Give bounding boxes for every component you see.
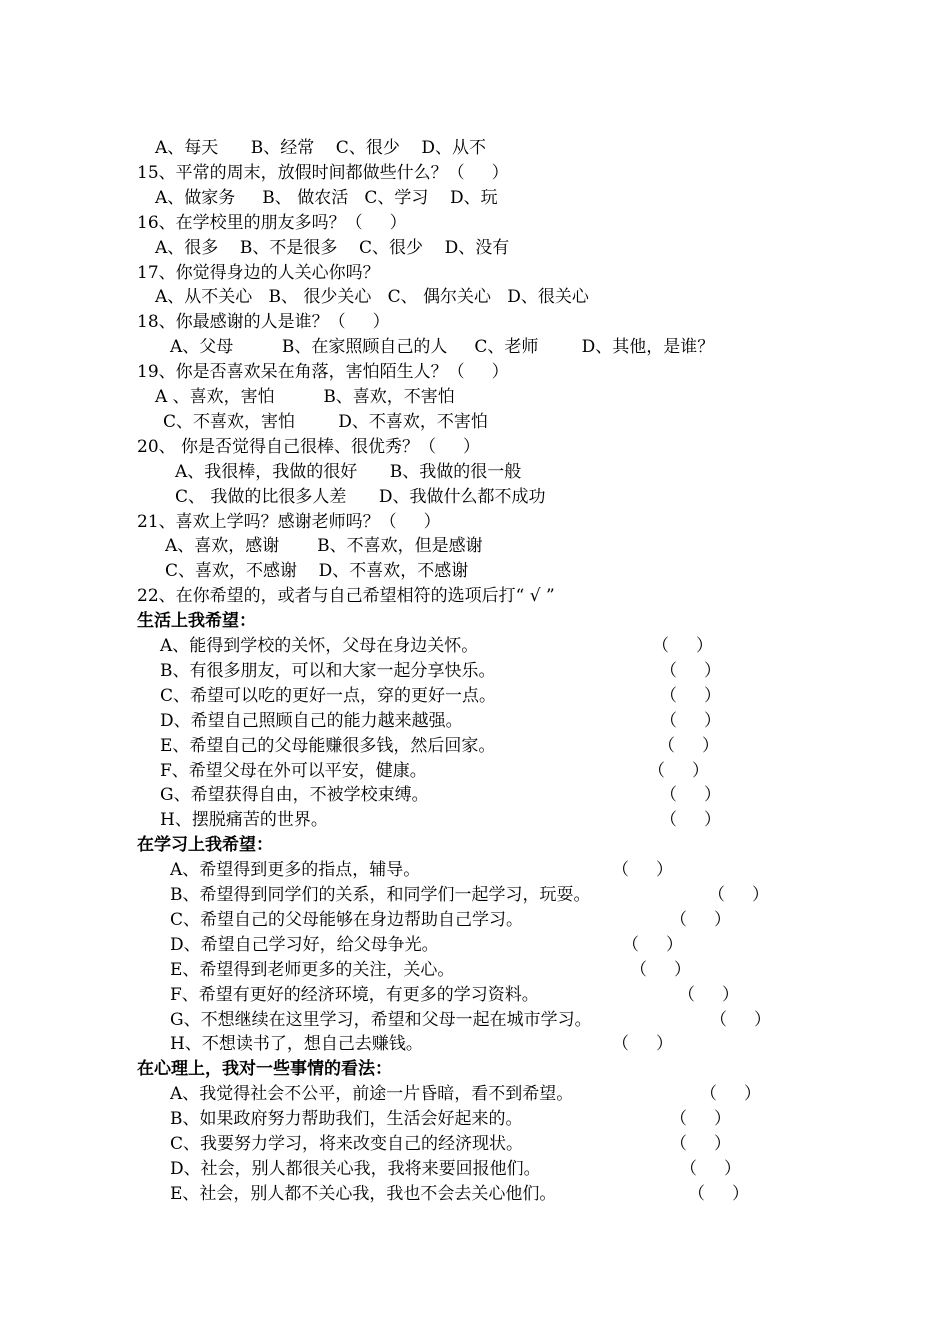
question-text: C、 我做的比很多人差 D、我做什么都不成功: [175, 486, 546, 507]
question-text: C、不喜欢，害怕 D、不喜欢，不害怕: [163, 411, 488, 432]
wish-item-text: E、希望得到老师更多的关注，关心。: [170, 959, 455, 980]
wish-item-text: E、社会，别人都不关心我，我也不会去关心他们。: [170, 1183, 557, 1204]
question-text: A、每天 B、经常 C、很少 D、从不: [155, 138, 487, 158]
answer-blank[interactable]: （ ）: [622, 934, 684, 955]
answer-blank[interactable]: （ ）: [670, 1134, 732, 1154]
wish-item-text: D、社会，别人都很关心我，我将来要回报他们。: [170, 1158, 541, 1179]
wish-item-text: D、希望自己学习好，给父母争光。: [170, 934, 439, 955]
wish-item-text: B、如果政府努力帮助我们，生活会好起来的。: [170, 1109, 523, 1130]
question-text: A、做家务 B、 做农活 C、学习 D、玩: [155, 187, 498, 208]
section-heading-text: 生活上我希望：: [137, 611, 256, 632]
answer-blank[interactable]: （ ）: [688, 1183, 750, 1204]
answer-blank[interactable]: （ ）: [660, 685, 722, 706]
wish-item-text: G、不想继续在这里学习，希望和父母一起在城市学习。: [170, 1009, 592, 1030]
question-text: C、喜欢，不感谢 D、不喜欢，不感谢: [165, 561, 469, 582]
answer-blank[interactable]: （ ）: [660, 660, 722, 681]
wish-item-text: H、不想读书了，想自己去赚钱。: [170, 1034, 423, 1055]
answer-blank[interactable]: （ ）: [630, 959, 692, 980]
wish-item-text: F、希望父母在外可以平安，健康。: [160, 760, 427, 781]
answer-blank[interactable]: （ ）: [652, 636, 714, 656]
wish-item-text: C、希望自己的父母能够在身边帮助自己学习。: [170, 909, 524, 930]
wish-item-text: C、我要努力学习，将来改变自己的经济现状。: [170, 1134, 524, 1154]
answer-blank[interactable]: （ ）: [612, 1034, 674, 1055]
question-text: A、很多 B、不是很多 C、很少 D、没有: [155, 237, 510, 258]
answer-blank[interactable]: （ ）: [680, 1158, 742, 1179]
question-text: 19、你是否喜欢呆在角落，害怕陌生人？（ ）: [137, 362, 509, 383]
answer-blank[interactable]: （ ）: [678, 984, 740, 1005]
answer-blank[interactable]: （ ）: [670, 909, 732, 930]
question-text: 16、在学校里的朋友多吗？（ ）: [137, 212, 407, 233]
question-text: A、从不关心 B、 很少关心 C、 偶尔关心 D、很关心: [155, 287, 589, 308]
wish-item-text: A、我觉得社会不公平，前途一片昏暗，看不到希望。: [170, 1084, 574, 1105]
wish-item-text: C、希望可以吃的更好一点，穿的更好一点。: [160, 685, 497, 706]
wish-item-text: A、能得到学校的关怀，父母在身边关怀。: [160, 636, 479, 656]
wish-item-text: A、希望得到更多的指点，辅导。: [170, 860, 421, 881]
question-text: 17、你觉得身边的人关心你吗？: [137, 262, 380, 283]
question-text: 15、平常的周末，放假时间都做些什么？（ ）: [137, 162, 509, 183]
answer-blank[interactable]: （ ）: [670, 1109, 732, 1130]
answer-blank[interactable]: （ ）: [660, 710, 722, 731]
question-text: 21、喜欢上学吗？感谢老师吗？（ ）: [137, 511, 441, 532]
question-text: A、父母 B、在家照顾自己的人 C、老师 D、其他，是谁？: [170, 337, 715, 358]
wish-item-text: H、摆脱痛苦的世界。: [160, 810, 328, 831]
section-heading-text: 在心理上，我对一些事情的看法：: [137, 1059, 392, 1080]
question-text: A、喜欢，感谢 B、不喜欢，但是感谢: [165, 536, 483, 557]
wish-item-text: E、希望自己的父母能赚很多钱，然后回家。: [160, 735, 496, 756]
answer-blank[interactable]: （ ）: [708, 885, 770, 905]
answer-blank[interactable]: （ ）: [658, 735, 720, 756]
wish-item-text: G、希望获得自由，不被学校束缚。: [160, 785, 429, 806]
answer-blank[interactable]: （ ）: [648, 760, 710, 781]
wish-item-text: B、希望得到同学们的关系，和同学们一起学习，玩耍。: [170, 885, 591, 905]
question-text: 22、在你希望的，或者与自己希望相符的选项后打“ √ ”: [137, 586, 555, 607]
question-text: 20、 你是否觉得自己很棒、很优秀？（ ）: [137, 436, 481, 457]
answer-blank[interactable]: （ ）: [660, 810, 722, 831]
section-heading-text: 在学习上我希望：: [137, 835, 273, 856]
wish-item-text: D、希望自己照顾自己的能力越来越强。: [160, 710, 463, 731]
wish-item-text: F、希望有更好的经济环境，有更多的学习资料。: [170, 984, 539, 1005]
question-text: A 、喜欢，害怕 B、喜欢，不害怕: [155, 387, 455, 407]
answer-blank[interactable]: （ ）: [710, 1009, 772, 1030]
wish-item-text: B、有很多朋友，可以和大家一起分享快乐。: [160, 660, 496, 681]
question-text: A、我很棒，我做的很好 B、我做的很一般: [175, 461, 522, 482]
question-text: 18、你最感谢的人是谁？（ ）: [137, 312, 390, 333]
answer-blank[interactable]: （ ）: [612, 860, 674, 881]
answer-blank[interactable]: （ ）: [660, 785, 722, 806]
answer-blank[interactable]: （ ）: [700, 1084, 762, 1105]
